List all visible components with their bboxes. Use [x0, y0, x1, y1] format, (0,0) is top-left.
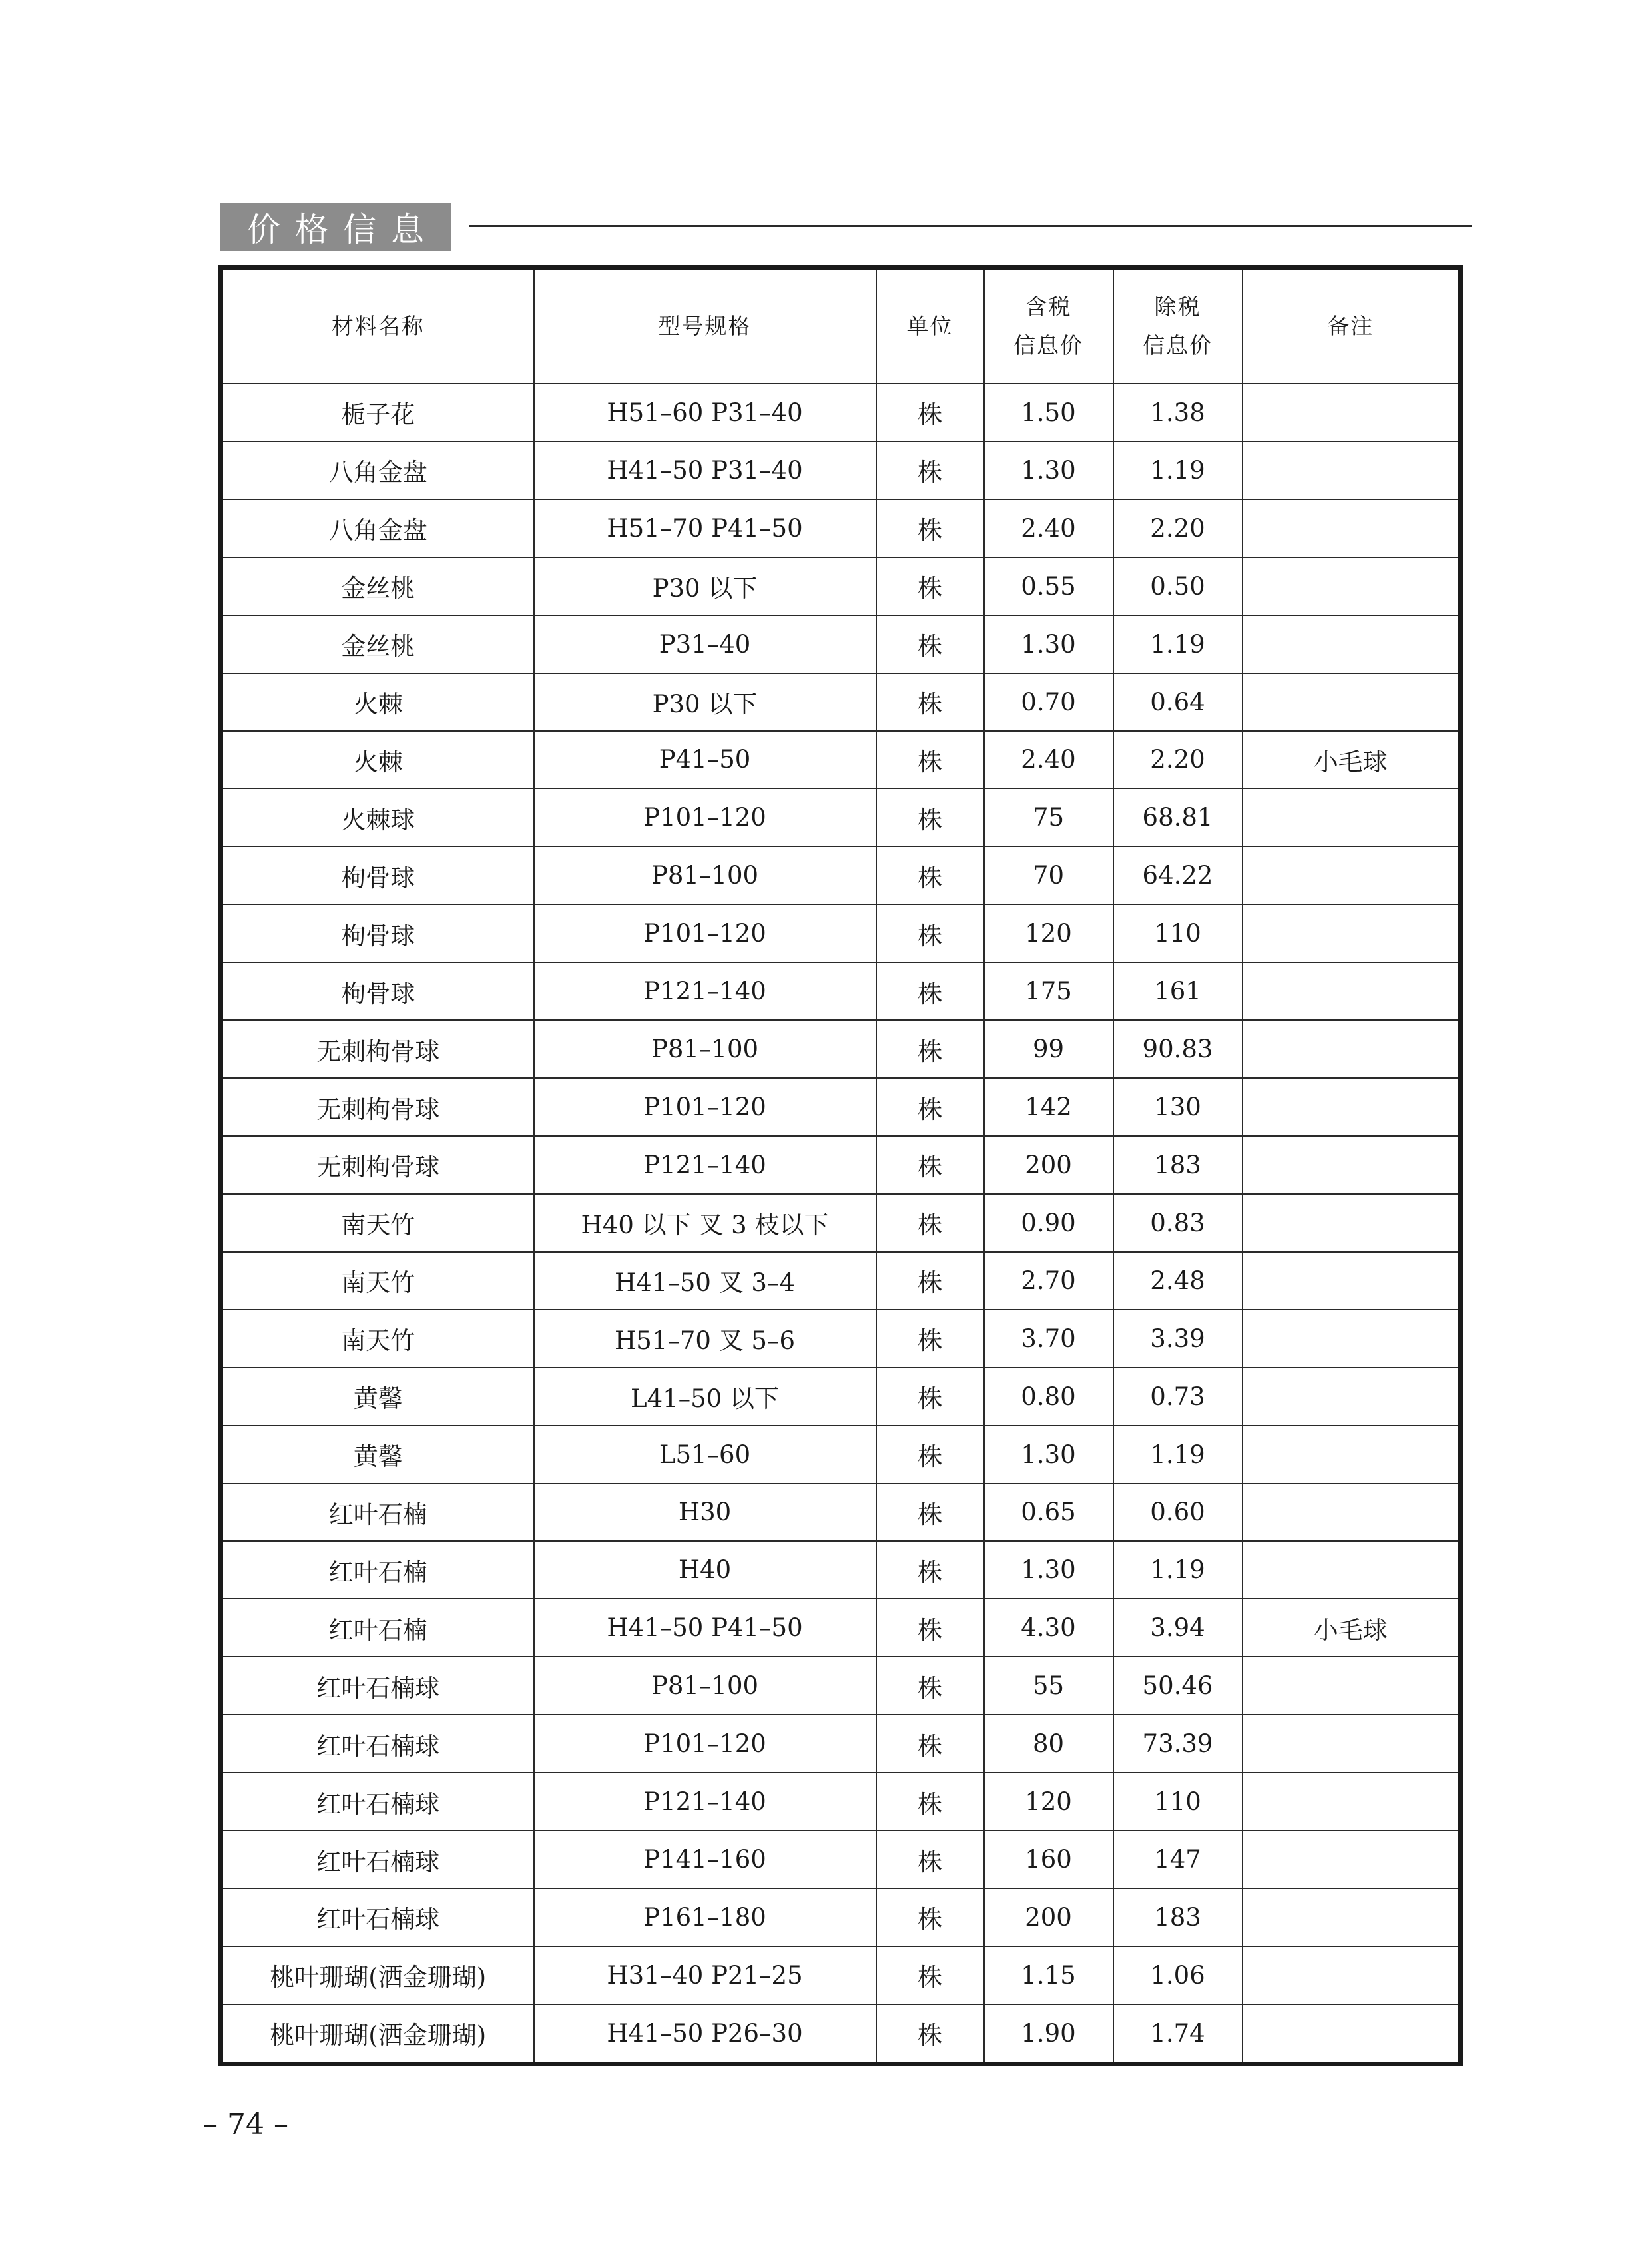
table-row	[221, 1715, 1461, 1773]
cell-price-notax: 1.19	[1113, 615, 1242, 673]
cell-note	[1242, 2004, 1461, 2064]
cell-note	[1242, 1773, 1461, 1831]
cell-name: 红叶石楠球	[221, 1773, 534, 1831]
table-row	[221, 673, 1461, 731]
cell-name: 南天竹	[221, 1310, 534, 1368]
cell-spec: H41–50 P31–40	[534, 441, 876, 499]
cell-note	[1242, 1078, 1461, 1136]
table-row	[221, 1484, 1461, 1542]
cell-spec: P101–120	[534, 1715, 876, 1773]
cell-price-tax: 1.50	[984, 384, 1113, 441]
cell-price-tax: 120	[984, 1773, 1113, 1831]
cell-price-tax: 200	[984, 1888, 1113, 1946]
cell-spec: H41–50 叉 3–4	[534, 1252, 876, 1310]
table-row	[221, 904, 1461, 962]
table-row	[221, 731, 1461, 789]
cell-spec: P141–160	[534, 1831, 876, 1888]
cell-price-tax: 1.30	[984, 1541, 1113, 1599]
cell-spec: H41–50 P41–50	[534, 1599, 876, 1657]
cell-price-tax: 4.30	[984, 1599, 1113, 1657]
cell-price-notax: 0.64	[1113, 673, 1242, 731]
cell-spec: P81–100	[534, 846, 876, 904]
cell-unit: 株	[876, 1657, 984, 1715]
table-row	[221, 788, 1461, 846]
section-title: 价格信息	[220, 203, 451, 251]
cell-price-notax: 110	[1113, 1773, 1242, 1831]
header-price-tax	[984, 268, 1113, 384]
cell-name: 火棘球	[221, 788, 534, 846]
cell-name: 黄馨	[221, 1368, 534, 1426]
cell-unit: 株	[876, 1715, 984, 1773]
cell-unit: 株	[876, 1773, 984, 1831]
page-number: – 74 –	[203, 2108, 288, 2141]
cell-spec: H41–50 P26–30	[534, 2004, 876, 2064]
table-row	[221, 615, 1461, 673]
header-price-notax-line1: 除税	[1154, 294, 1201, 320]
cell-spec: P81–100	[534, 1020, 876, 1078]
header-rule	[469, 225, 1472, 227]
cell-price-notax: 0.73	[1113, 1368, 1242, 1426]
cell-price-tax: 0.70	[984, 673, 1113, 731]
cell-unit: 株	[876, 788, 984, 846]
cell-name: 无刺枸骨球	[221, 1078, 534, 1136]
cell-note	[1242, 673, 1461, 731]
cell-price-tax: 70	[984, 846, 1113, 904]
table-row	[221, 384, 1461, 441]
cell-spec: P81–100	[534, 1657, 876, 1715]
cell-price-notax: 1.38	[1113, 384, 1242, 441]
cell-unit: 株	[876, 1252, 984, 1310]
cell-spec: H31–40 P21–25	[534, 1946, 876, 2004]
cell-price-tax: 1.15	[984, 1946, 1113, 2004]
cell-price-notax: 73.39	[1113, 1715, 1242, 1773]
cell-price-tax: 1.90	[984, 2004, 1113, 2064]
cell-note	[1242, 1715, 1461, 1773]
cell-price-tax: 3.70	[984, 1310, 1113, 1368]
cell-spec: P30 以下	[534, 557, 876, 615]
cell-note	[1242, 1136, 1461, 1194]
cell-unit: 株	[876, 1194, 984, 1252]
cell-name: 桃叶珊瑚(洒金珊瑚)	[221, 1946, 534, 2004]
cell-unit: 株	[876, 1946, 984, 2004]
cell-price-tax: 75	[984, 788, 1113, 846]
table-row	[221, 441, 1461, 499]
cell-price-tax: 0.55	[984, 557, 1113, 615]
cell-spec: L41–50 以下	[534, 1368, 876, 1426]
cell-spec: H51–70 P41–50	[534, 499, 876, 557]
table-row	[221, 1426, 1461, 1484]
cell-note	[1242, 1194, 1461, 1252]
cell-note	[1242, 557, 1461, 615]
cell-unit: 株	[876, 904, 984, 962]
cell-price-notax: 64.22	[1113, 846, 1242, 904]
cell-price-tax: 160	[984, 1831, 1113, 1888]
cell-unit: 株	[876, 615, 984, 673]
cell-price-notax: 1.19	[1113, 1541, 1242, 1599]
table-row	[221, 1541, 1461, 1599]
cell-note	[1242, 615, 1461, 673]
cell-name: 金丝桃	[221, 615, 534, 673]
cell-price-tax: 99	[984, 1020, 1113, 1078]
cell-spec: P101–120	[534, 1078, 876, 1136]
table-row	[221, 1888, 1461, 1946]
cell-unit: 株	[876, 1368, 984, 1426]
cell-unit: 株	[876, 1831, 984, 1888]
cell-price-tax: 2.40	[984, 499, 1113, 557]
cell-price-notax: 161	[1113, 962, 1242, 1020]
cell-price-tax: 120	[984, 904, 1113, 962]
cell-price-tax: 80	[984, 1715, 1113, 1773]
cell-price-notax: 3.39	[1113, 1310, 1242, 1368]
cell-unit: 株	[876, 962, 984, 1020]
cell-price-notax: 50.46	[1113, 1657, 1242, 1715]
cell-name: 八角金盘	[221, 499, 534, 557]
cell-spec: P31–40	[534, 615, 876, 673]
table-row	[221, 1368, 1461, 1426]
cell-price-notax: 183	[1113, 1136, 1242, 1194]
table-row	[221, 1136, 1461, 1194]
cell-unit: 株	[876, 441, 984, 499]
cell-spec: H51–60 P31–40	[534, 384, 876, 441]
cell-name: 枸骨球	[221, 904, 534, 962]
cell-note	[1242, 1484, 1461, 1542]
cell-name: 金丝桃	[221, 557, 534, 615]
table-row	[221, 2004, 1461, 2064]
cell-price-tax: 142	[984, 1078, 1113, 1136]
cell-unit: 株	[876, 2004, 984, 2064]
cell-price-tax: 175	[984, 962, 1113, 1020]
cell-unit: 株	[876, 846, 984, 904]
cell-unit: 株	[876, 1136, 984, 1194]
header-spec: 型号规格	[534, 268, 876, 384]
cell-name: 红叶石楠球	[221, 1715, 534, 1773]
cell-note	[1242, 1426, 1461, 1484]
table-row	[221, 1252, 1461, 1310]
cell-note	[1242, 1252, 1461, 1310]
cell-note	[1242, 1020, 1461, 1078]
cell-note	[1242, 904, 1461, 962]
cell-note	[1242, 384, 1461, 441]
table-row	[221, 846, 1461, 904]
header-price-tax-line2: 信息价	[1013, 332, 1083, 358]
table-row	[221, 1599, 1461, 1657]
cell-price-tax: 2.70	[984, 1252, 1113, 1310]
cell-unit: 株	[876, 1484, 984, 1542]
table-row	[221, 1657, 1461, 1715]
cell-unit: 株	[876, 1541, 984, 1599]
table-row	[221, 1310, 1461, 1368]
table-row	[221, 499, 1461, 557]
cell-note	[1242, 846, 1461, 904]
cell-name: 火棘	[221, 673, 534, 731]
cell-name: 红叶石楠球	[221, 1888, 534, 1946]
cell-name: 黄馨	[221, 1426, 534, 1484]
cell-name: 无刺枸骨球	[221, 1136, 534, 1194]
cell-price-notax: 1.74	[1113, 2004, 1242, 2064]
cell-price-notax: 1.06	[1113, 1946, 1242, 2004]
cell-price-notax: 90.83	[1113, 1020, 1242, 1078]
cell-note	[1242, 1368, 1461, 1426]
cell-price-tax: 2.40	[984, 731, 1113, 789]
cell-spec: H40 以下 叉 3 枝以下	[534, 1194, 876, 1252]
cell-spec: P101–120	[534, 788, 876, 846]
cell-price-notax: 68.81	[1113, 788, 1242, 846]
cell-name: 红叶石楠	[221, 1484, 534, 1542]
cell-spec: P121–140	[534, 1773, 876, 1831]
cell-spec: L51–60	[534, 1426, 876, 1484]
cell-note	[1242, 1310, 1461, 1368]
cell-price-notax: 0.60	[1113, 1484, 1242, 1542]
price-table	[218, 265, 1463, 2066]
cell-note	[1242, 962, 1461, 1020]
cell-note	[1242, 1946, 1461, 2004]
cell-spec: H40	[534, 1541, 876, 1599]
cell-name: 红叶石楠球	[221, 1657, 534, 1715]
cell-price-notax: 1.19	[1113, 441, 1242, 499]
cell-price-tax: 0.90	[984, 1194, 1113, 1252]
cell-name: 无刺枸骨球	[221, 1020, 534, 1078]
cell-unit: 株	[876, 1020, 984, 1078]
cell-price-notax: 130	[1113, 1078, 1242, 1136]
cell-unit: 株	[876, 557, 984, 615]
header-price-tax-line1: 含税	[1025, 294, 1072, 320]
cell-unit: 株	[876, 499, 984, 557]
cell-unit: 株	[876, 1599, 984, 1657]
cell-price-tax: 200	[984, 1136, 1113, 1194]
header-unit: 单位	[876, 268, 984, 384]
cell-note	[1242, 1888, 1461, 1946]
cell-note	[1242, 788, 1461, 846]
cell-unit: 株	[876, 1310, 984, 1368]
cell-note	[1242, 1657, 1461, 1715]
cell-note: 小毛球	[1242, 731, 1461, 789]
header-name: 材料名称	[221, 268, 534, 384]
cell-unit: 株	[876, 1426, 984, 1484]
cell-price-tax: 1.30	[984, 615, 1113, 673]
cell-spec: H51–70 叉 5–6	[534, 1310, 876, 1368]
table-body	[221, 384, 1461, 2064]
cell-price-tax: 0.65	[984, 1484, 1113, 1542]
cell-name: 红叶石楠	[221, 1599, 534, 1657]
cell-note: 小毛球	[1242, 1599, 1461, 1657]
cell-name: 栀子花	[221, 384, 534, 441]
header-note: 备注	[1242, 268, 1461, 384]
cell-price-notax: 0.50	[1113, 557, 1242, 615]
cell-price-notax: 183	[1113, 1888, 1242, 1946]
cell-unit: 株	[876, 384, 984, 441]
cell-price-notax: 2.20	[1113, 499, 1242, 557]
table-row	[221, 1946, 1461, 2004]
cell-price-tax: 1.30	[984, 441, 1113, 499]
cell-note	[1242, 499, 1461, 557]
cell-price-tax: 0.80	[984, 1368, 1113, 1426]
cell-spec: P121–140	[534, 1136, 876, 1194]
cell-unit: 株	[876, 673, 984, 731]
cell-spec: P161–180	[534, 1888, 876, 1946]
cell-price-tax: 1.30	[984, 1426, 1113, 1484]
cell-name: 枸骨球	[221, 846, 534, 904]
cell-unit: 株	[876, 1078, 984, 1136]
cell-name: 南天竹	[221, 1194, 534, 1252]
table-header-row	[221, 268, 1461, 384]
cell-spec: P101–120	[534, 904, 876, 962]
table-row	[221, 962, 1461, 1020]
header-price-notax-line2: 信息价	[1143, 332, 1213, 358]
cell-price-notax: 147	[1113, 1831, 1242, 1888]
cell-note	[1242, 1541, 1461, 1599]
cell-spec: P30 以下	[534, 673, 876, 731]
cell-note	[1242, 1831, 1461, 1888]
cell-name: 桃叶珊瑚(洒金珊瑚)	[221, 2004, 534, 2064]
cell-unit: 株	[876, 731, 984, 789]
cell-price-notax: 3.94	[1113, 1599, 1242, 1657]
cell-spec: H30	[534, 1484, 876, 1542]
cell-name: 八角金盘	[221, 441, 534, 499]
cell-spec: P121–140	[534, 962, 876, 1020]
header-price-notax	[1113, 268, 1242, 384]
table-row	[221, 1831, 1461, 1888]
cell-price-notax: 2.48	[1113, 1252, 1242, 1310]
cell-price-tax: 55	[984, 1657, 1113, 1715]
table-row	[221, 1773, 1461, 1831]
table-row	[221, 1020, 1461, 1078]
table-row	[221, 1194, 1461, 1252]
table-row	[221, 1078, 1461, 1136]
cell-note	[1242, 441, 1461, 499]
cell-spec: P41–50	[534, 731, 876, 789]
cell-price-notax: 1.19	[1113, 1426, 1242, 1484]
cell-price-notax: 2.20	[1113, 731, 1242, 789]
cell-price-notax: 110	[1113, 904, 1242, 962]
cell-name: 南天竹	[221, 1252, 534, 1310]
cell-name: 红叶石楠	[221, 1541, 534, 1599]
cell-name: 枸骨球	[221, 962, 534, 1020]
cell-price-notax: 0.83	[1113, 1194, 1242, 1252]
cell-name: 红叶石楠球	[221, 1831, 534, 1888]
cell-name: 火棘	[221, 731, 534, 789]
cell-unit: 株	[876, 1888, 984, 1946]
table-row	[221, 557, 1461, 615]
